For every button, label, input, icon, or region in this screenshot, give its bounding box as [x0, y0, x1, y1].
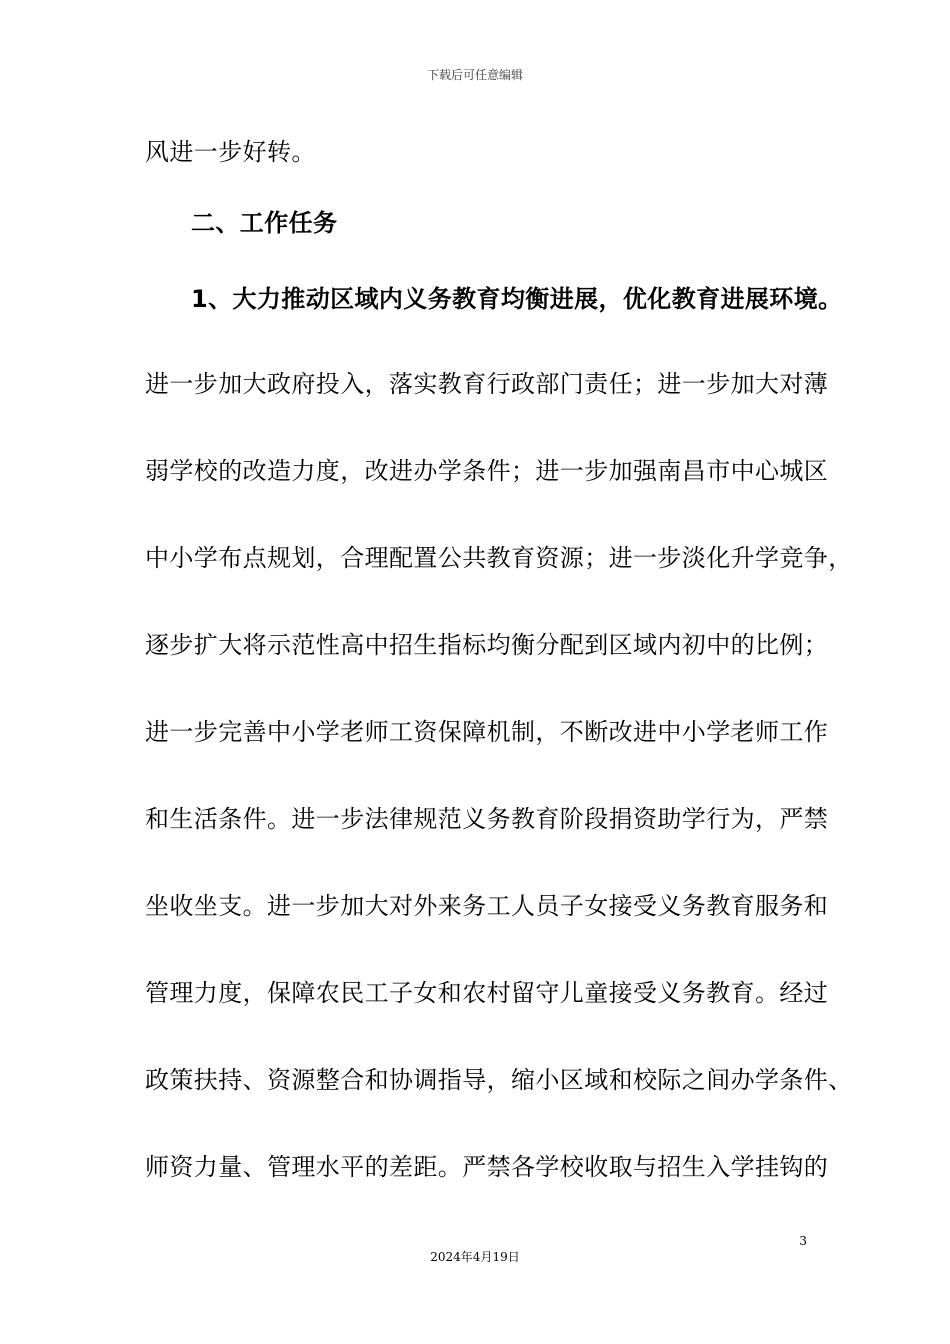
body-line-7: 坐收坐支。进一步加大对外来务工人员子女接受义务教育服务和 — [145, 892, 829, 920]
page-header: 下载后可任意编辑 — [426, 68, 523, 82]
page-number: 3 — [799, 1234, 807, 1248]
subheading: 1、大力推动区域内义务教育均衡进展，优化教育进展环境。 — [191, 285, 843, 313]
section-heading: 二、工作任务 — [191, 209, 338, 237]
body-line-5: 进一步完善中小学老师工资保障机制，不断改进中小学老师工作 — [145, 718, 829, 746]
body-line-1: 进一步加大政府投入，落实教育行政部门责任；进一步加大对薄 — [145, 370, 829, 398]
body-line-2: 弱学校的改造力度，改进办学条件；进一步加强南昌市中心城区 — [145, 457, 829, 485]
body-line-6: 和生活条件。进一步法律规范义务教育阶段捐资助学行为，严禁 — [145, 805, 829, 833]
body-line-10: 师资力量、管理水平的差距。严禁各学校收取与招生入学挂钩的 — [145, 1153, 829, 1181]
intro-line: 风进一步好转。 — [145, 138, 316, 166]
body-line-4: 逐步扩大将示范性高中招生指标均衡分配到区域内初中的比例； — [145, 631, 829, 659]
body-line-9: 政策扶持、资源整合和协调指导，缩小区域和校际之间办学条件、 — [145, 1066, 853, 1094]
footer-date: 2024年4月19日 — [430, 1250, 520, 1264]
body-line-3: 中小学布点规划，合理配置公共教育资源；进一步淡化升学竞争， — [145, 544, 853, 572]
body-line-8: 管理力度，保障农民工子女和农村留守儿童接受义务教育。经过 — [145, 979, 829, 1007]
